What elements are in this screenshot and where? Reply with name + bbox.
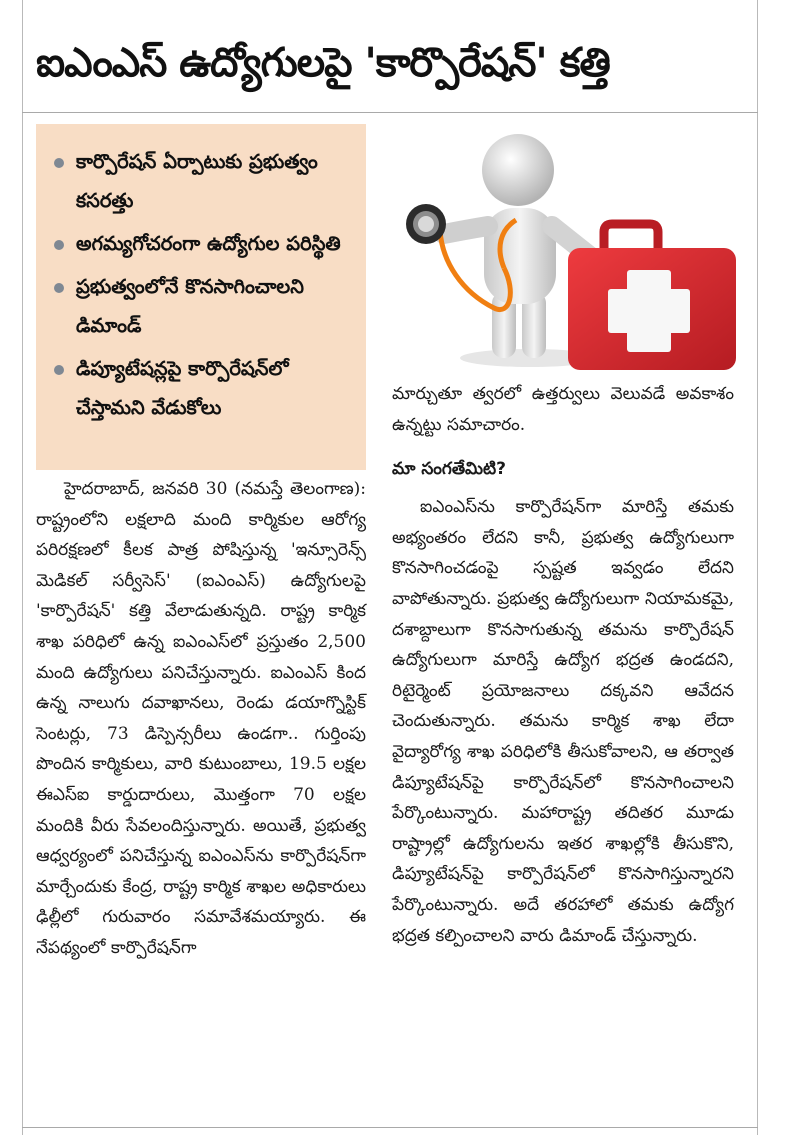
bullet-icon bbox=[54, 240, 64, 250]
bottom-rule bbox=[22, 1127, 758, 1128]
left-column bbox=[36, 474, 366, 964]
bullet-icon bbox=[54, 365, 64, 375]
article-paragraph: ఐఎంఎస్‌ను కార్పొరేషన్‌గా మారిస్తే తమకు అభ్యంతరం లేదని కానీ, ప్రభుత్వ ఉద్యోగులుగా కొనసాగించడంపై స్పష్టత ఇవ్వడం లేదని వాపోతున్నారు. ప్రభుత్వ ఉద్యోగులుగా నియామకమై, దశాబ్దాలుగా కొనసాగుతున్న తమను కార్పొరేషన్ ఉద్యోగులుగా మారిస్తే ఉద్యోగ భద్రత ఉండదని, రిటైర్మెంట్ ప్రయోజనాలు దక్కవని ఆవేదన చెందుతున్నారు. తమను కార్మిక శాఖ లేదా వైద్యారోగ్య శాఖ పరిధిలోకి తీసుకోవాలని, ఆ తర్వాత డిప్యూటేషన్‌పై కార్పొరేషన్‌లో కొనసాగించాలని పేర్కొంటున్నారు. మహారాష్ట్ర తదితర మూడు రాష్ట్రాల్లో ఉద్యోగులను ఇతర శాఖల్లోకి తీసుకొని, డిప్యూటేషన్‌పై కార్పొరేషన్‌లో కొనసాగిస్తున్నారని పేర్కొంటున్నారు. అదే తరహాలో తమకు ఉద్యోగ భద్రత కల్పించాలని వారు డిమాండ్ చేస్తున్నారు. bbox=[392, 497, 734, 946]
right-column bbox=[392, 379, 734, 951]
highlight-item bbox=[54, 267, 360, 345]
medical-kit-icon bbox=[568, 224, 736, 370]
bullet-icon bbox=[54, 158, 64, 168]
highlight-text: డిప్యూటేషన్లపై కార్పొరేషన్‌లో చేస్తామని వేడుకోలు bbox=[76, 357, 289, 419]
highlight-item bbox=[54, 349, 360, 427]
article-paragraph-continued: మార్చుతూ త్వరలో ఉత్తర్వులు వెలువడే అవకాశం ఉన్నట్టు సమాచారం. bbox=[392, 384, 734, 435]
medical-illustration bbox=[392, 122, 744, 376]
bullet-icon bbox=[54, 283, 64, 293]
headline: ఐఎంఎస్ ఉద్యోగులపై 'కార్పొరేషన్' కత్తి bbox=[36, 40, 610, 86]
highlight-item bbox=[54, 142, 360, 220]
highlight-text: కార్పొరేషన్ ఏర్పాటుకు ప్రభుత్వం కసరత్తు bbox=[76, 150, 318, 212]
article-paragraph: హైదరాబాద్, జనవరి 30 (నమస్తే తెలంగాణ): రాష్ట్రంలోని లక్షలాది మంది కార్మికుల ఆరోగ్య పరిరక్షణలో కీలక పాత్ర పోషిస్తున్న 'ఇన్సూరెన్స్ మెడికల్ సర్వీసెస్' (ఐఎంఎస్) ఉద్యోగులపై 'కార్పొరేషన్' కత్తి వేలాడుతున్నది. రాష్ట్ర కార్మిక శాఖ పరిధిలో ఉన్న ఐఎంఎస్‌లో ప్రస్తుతం 2,500 మంది ఉద్యోగులు పనిచేస్తున్నారు. ఐఎంఎస్ కింద ఉన్న నాలుగు దవాఖానలు, రెండు డయాగ్నొస్టిక్ సెంటర్లు, 73 డిస్పెన్సరీలు ఉండగా.. గుర్తింపు పొందిన కార్మికులు, వారి కుటుంబాలు, 19.5 లక్షల ఈఎస్ఐ కార్డుదారులు, మొత్తంగా 70 లక్షల మందికి వీరు సేవలందిస్తున్నారు. అయితే, ప్రభుత్వ ఆధ్వర్యంలో పనిచేస్తున్న ఐఎంఎస్‌ను కార్పొరేషన్‌గా మార్చేందుకు కేంద్ర, రాష్ట్ర కార్మిక శాఖల అధికారులు ఢిల్లీలో గురువారం సమావేశమయ్యారు. ఈ నేపథ్యంలో కార్పొరేషన్‌గా bbox=[36, 479, 366, 958]
highlights-box bbox=[36, 124, 366, 470]
headline-rule bbox=[22, 112, 758, 113]
subheading: మా సంగతేమిటి? bbox=[392, 459, 507, 480]
highlight-item bbox=[54, 224, 360, 263]
highlight-text: అగమ్యగోచరంగా ఉద్యోగుల పరిస్థితి bbox=[76, 232, 341, 255]
highlight-text: ప్రభుత్వంలోనే కొనసాగించాలని డిమాండ్ bbox=[76, 275, 304, 337]
